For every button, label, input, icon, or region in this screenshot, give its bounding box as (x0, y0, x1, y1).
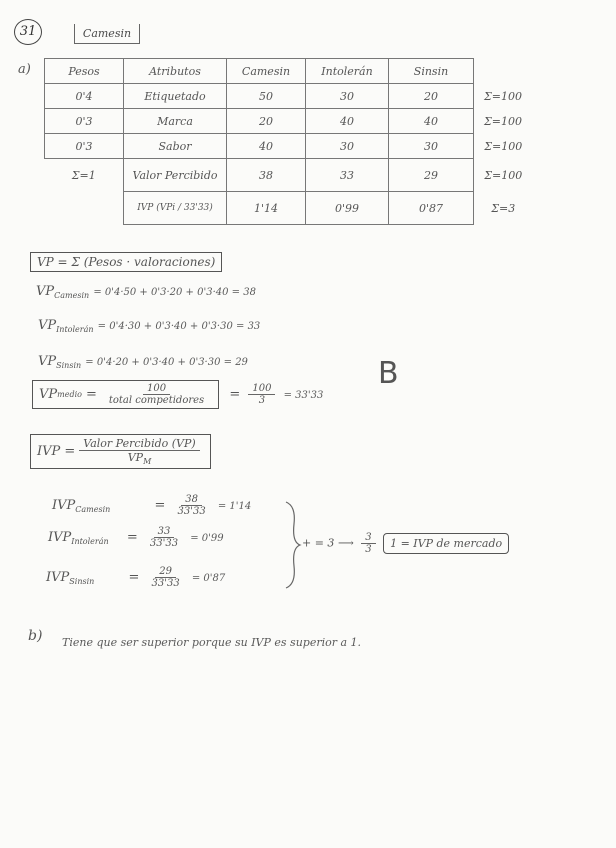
header-cell: Camesin (227, 59, 306, 84)
vp-formula: VP = Σ (Pesos · valoraciones) (30, 252, 222, 272)
table-cell: 30 (389, 134, 474, 159)
table-cell: 20 (227, 109, 306, 134)
sum-cell: Σ=3 (491, 201, 516, 215)
header-cell: Intolerán (306, 59, 389, 84)
vp-line-intoleran (38, 318, 260, 334)
table-cell: 20 (389, 84, 474, 109)
table-cell: 33 (306, 159, 389, 192)
vp-line-sinsin (38, 354, 248, 370)
table-cell: 38 (227, 159, 306, 192)
vp-sub: medio (57, 390, 82, 399)
vp-medio-result: = 33'33 (283, 390, 324, 401)
table-row (45, 192, 533, 225)
page-title: Camesin (74, 24, 140, 44)
vp-line-camesin (36, 284, 256, 300)
table-cell (45, 192, 124, 225)
ivp-line-camesin: $IVP_{Camesin}$ = $\frac{38}{33'33}$ = 1'14 (52, 494, 252, 517)
fraction: $\frac{38}{33'33}$ (177, 494, 206, 517)
table-row (45, 134, 533, 159)
ivp-line-sinsin: $IVP_{Sinsin}$ = $\frac{29}{33'33}$ = 0'87 (46, 566, 226, 589)
table-cell: 50 (227, 84, 306, 109)
table-cell: Σ=1 (71, 168, 96, 182)
table-cell: 0'87 (389, 192, 474, 225)
table-cell: 0'99 (306, 192, 389, 225)
table-cell: 0'3 (45, 134, 124, 159)
ivp-line-intoleran: $IVP_{Intolerán}$ = $\frac{33}{33'33}$ = 0'99 (48, 526, 224, 549)
vp-sub: Intolerán (56, 325, 94, 334)
table-cell: 0'4 (45, 84, 124, 109)
vp-label: VP (38, 354, 57, 369)
part-a-label: a) (18, 62, 31, 77)
part-b-text: Tiene que ser superior porque su IVP es superior a 1. (62, 636, 362, 649)
vp-label: VP (36, 284, 55, 299)
table-cell: Etiquetado (124, 84, 227, 109)
header-cell: Atributos (124, 59, 227, 84)
table-cell: 30 (306, 84, 389, 109)
part-b-label: b) (28, 628, 43, 644)
table-cell: IVP (VPi / 33'33) (124, 192, 227, 225)
vp-sub: Camesin (54, 291, 90, 300)
table-row (45, 109, 533, 134)
table-cell: 29 (389, 159, 474, 192)
table-row (45, 84, 533, 109)
table-cell: 1'14 (227, 192, 306, 225)
vp-label: VP (39, 387, 58, 402)
fraction: $\frac{100}{\text{total competidores}}$ (108, 383, 205, 406)
vp-expr: = 0'4·30 + 0'3·40 + 0'3·30 = 33 (97, 321, 261, 332)
sum-cell: Σ=100 (484, 168, 523, 182)
problem-number: 31 (14, 19, 42, 45)
sum-cell: Σ=100 (484, 114, 522, 128)
table-cell: Sabor (124, 134, 227, 159)
vp-medio-line: VP medio = $\frac{100}{\text{total competidores}}$ = $\frac{100}{3}$ = 33'33 (32, 380, 323, 409)
vp-expr: = 0'4·50 + 0'3·20 + 0'3·40 = 38 (93, 287, 256, 298)
table-cell: 40 (227, 134, 306, 159)
attributes-table (44, 58, 533, 225)
fraction: $\frac{33}{33'33}$ (149, 526, 179, 549)
table-cell: 0'3 (45, 109, 124, 134)
table-header-row (45, 59, 533, 84)
table-cell: 40 (389, 109, 474, 134)
vp-sub: Sinsin (56, 361, 82, 370)
fraction: $\frac{3}{3}$ (361, 532, 375, 555)
sum-cell (474, 59, 533, 84)
table-cell: 40 (306, 109, 389, 134)
arrow-icon: ⟶ (337, 536, 354, 550)
fraction: $\frac{29}{33'33}$ (151, 566, 180, 589)
ivp-formula-box: IVP = $\frac{\text{Valor Percibido (VP)}}{VP_M}$ (30, 434, 211, 469)
header-cell: Pesos (45, 59, 124, 84)
table-cell: 30 (306, 134, 389, 159)
ivp-sum: + = 3 ⟶ $\frac{3}{3}$ 1 = IVP de mercado (302, 532, 509, 555)
vp-medio-box: VP medio = $\frac{100}{\text{total competidores}}$ (32, 380, 219, 409)
vp-expr: = 0'4·20 + 0'3·40 + 0'3·30 = 29 (85, 357, 248, 368)
sum-cell: Σ=100 (484, 89, 522, 103)
market-ivp-box: 1 = IVP de mercado (383, 533, 509, 554)
table-cell: Marca (124, 109, 227, 134)
header-cell: Sinsin (389, 59, 474, 84)
fraction: $\frac{100}{3}$ (248, 383, 275, 406)
margin-letter: B (378, 356, 399, 391)
sum-cell: Σ=100 (484, 139, 523, 153)
vp-label: VP (38, 318, 57, 333)
fraction: $\frac{\text{Valor Percibido (VP)}}{VP_M}$ (79, 437, 199, 466)
table-cell: Valor Percibido (124, 159, 227, 192)
ivp-formula (30, 434, 211, 469)
table-row (45, 159, 533, 192)
brace (282, 500, 302, 590)
